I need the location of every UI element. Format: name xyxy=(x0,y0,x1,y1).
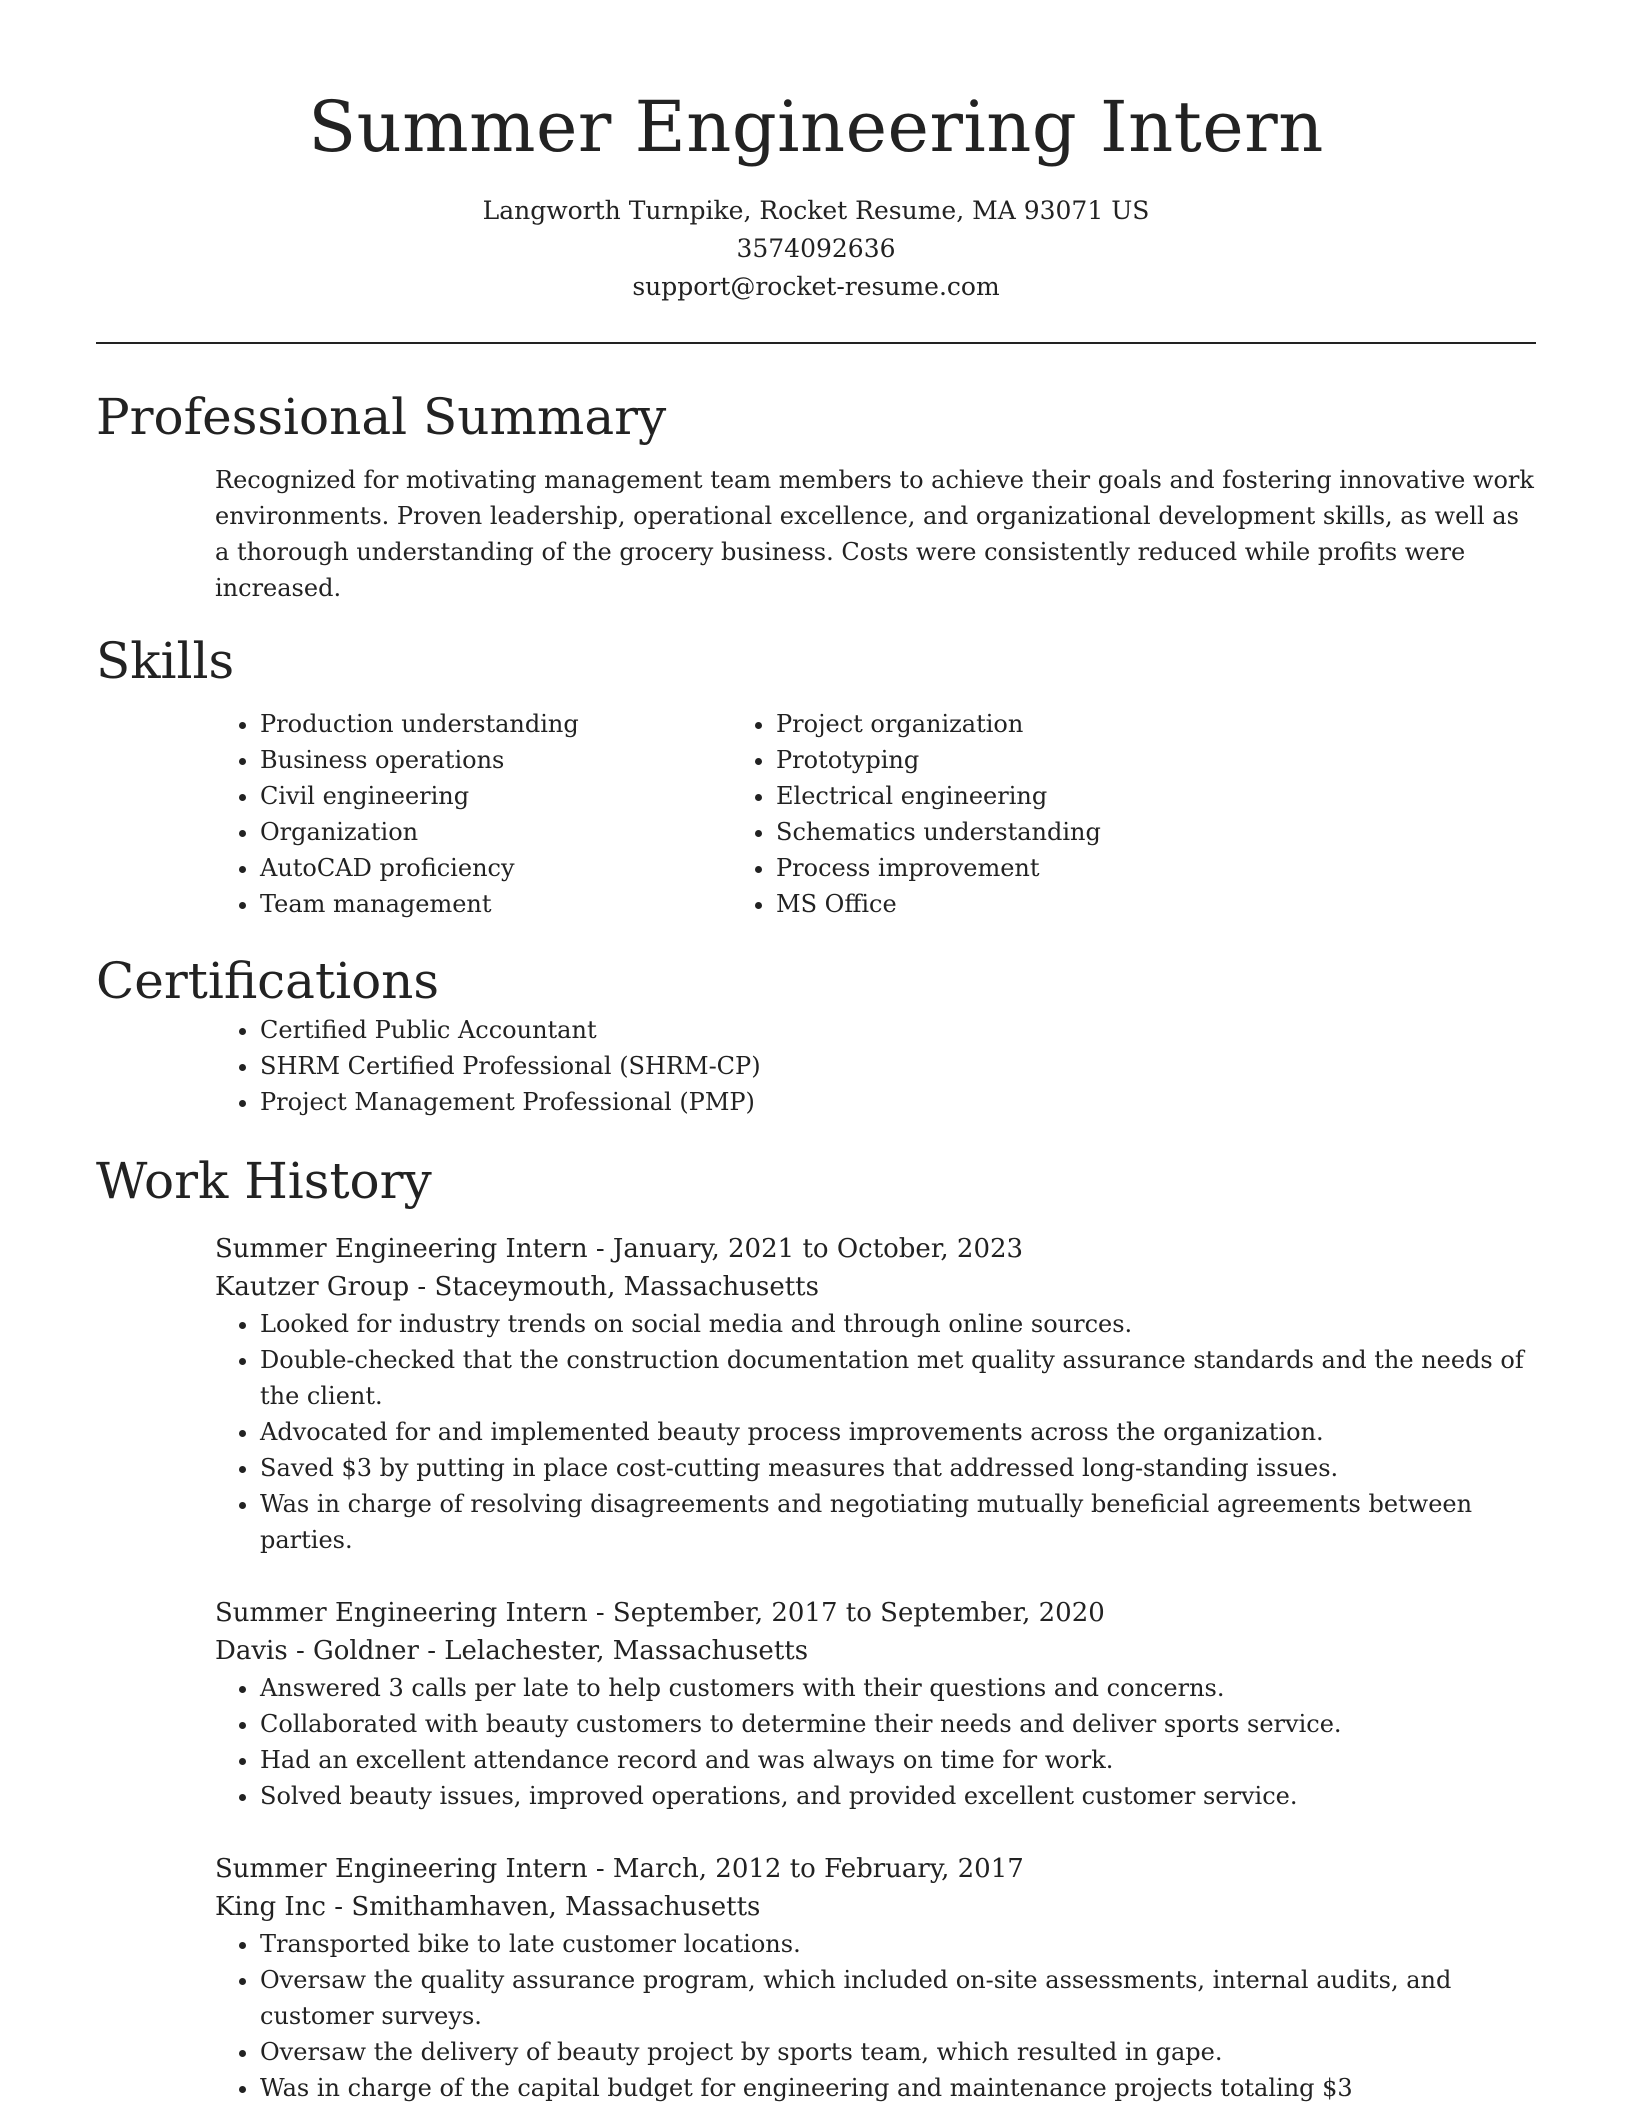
skills-heading: Skills xyxy=(96,632,235,690)
job-company-line: Davis - Goldner - Lelachester, Massachusetts xyxy=(215,1636,809,1666)
skill-item: • AutoCAD proficiency xyxy=(260,850,746,886)
skill-item: • Business operations xyxy=(260,742,746,778)
skill-item: • Schematics understanding xyxy=(776,814,1101,850)
job-company: Kautzer Group xyxy=(215,1272,410,1302)
job-company: King Inc xyxy=(215,1892,326,1922)
skill-item: • Production understanding xyxy=(260,706,746,742)
duty-item: • Answered 3 calls per late to help customers with their questions and concerns. xyxy=(260,1670,1536,1706)
job-role: Summer Engineering Intern xyxy=(215,1234,588,1264)
duty-item: • Double-checked that the construction documentation met quality assurance standards and the needs of the client. xyxy=(260,1342,1536,1414)
certification-item: • Certified Public Accountant xyxy=(260,1012,1536,1048)
job-location: Lelachester, Massachusetts xyxy=(444,1636,809,1666)
skill-item: • Project organization xyxy=(776,706,1101,742)
skill-item: • Civil engineering xyxy=(260,778,746,814)
job-role: Summer Engineering Intern xyxy=(215,1854,588,1884)
duty-item: • Was in charge of the capital budget for engineering and maintenance projects totaling $3 xyxy=(260,2070,1536,2106)
job-location: Staceymouth, Massachusetts xyxy=(434,1272,819,1302)
skill-item: • MS Office xyxy=(776,886,1101,922)
job-title-line: Summer Engineering Intern - January, 2021 to October, 2023 xyxy=(215,1234,1024,1264)
contact-address: Langworth Turnpike, Rocket Resume, MA 93071 US xyxy=(482,196,1150,225)
duty-item: • Had an excellent attendance record and was always on time for work. xyxy=(260,1742,1536,1778)
job-dates: March, 2012 to February, 2017 xyxy=(612,1854,1024,1884)
job-dates: September, 2017 to September, 2020 xyxy=(612,1598,1105,1628)
duty-item: • Looked for industry trends on social media and through online sources. xyxy=(260,1306,1536,1342)
job-duties xyxy=(96,1306,1536,1558)
job-entry xyxy=(96,1230,1536,1558)
summary-text: Recognized for motivating management team members to achieve their goals and fostering innovative work environments. Proven leadership, operational excellence, and organizational development skills, as well as a thorough understanding of the grocery business. Costs were consistently reduced while profits were increased. xyxy=(215,466,1534,602)
job-location: Smithamhaven, Massachusetts xyxy=(351,1892,761,1922)
skills-column-right xyxy=(746,706,1101,922)
skills-list xyxy=(96,706,1536,922)
duty-item: • Collaborated with beauty customers to determine their needs and deliver sports service. xyxy=(260,1706,1536,1742)
duty-item: • Advocated for and implemented beauty process improvements across the organization. xyxy=(260,1414,1536,1450)
job-entry xyxy=(96,1850,1536,2106)
skill-item: • Process improvement xyxy=(776,850,1101,886)
skill-item: • Team management xyxy=(260,886,746,922)
duty-item: • Was in charge of resolving disagreements and negotiating mutually beneficial agreements between parties. xyxy=(260,1486,1536,1558)
certifications-list xyxy=(96,1012,1536,1120)
header-divider xyxy=(96,342,1536,344)
duty-item: • Transported bike to late customer locations. xyxy=(260,1926,1536,1962)
resume-page xyxy=(96,0,1536,2106)
contact-phone: 3574092636 xyxy=(736,234,896,263)
resume-header xyxy=(96,0,1536,344)
job-role: Summer Engineering Intern xyxy=(215,1598,588,1628)
job-title-line: Summer Engineering Intern - March, 2012 to February, 2017 xyxy=(215,1854,1024,1884)
work-history-heading: Work History xyxy=(96,1152,432,1210)
skills-column-left xyxy=(96,706,746,922)
job-company-line: King Inc - Smithamhaven, Massachusetts xyxy=(215,1892,761,1922)
contact-block xyxy=(96,192,1536,306)
job-duties xyxy=(96,1926,1536,2106)
skill-item: • Prototyping xyxy=(776,742,1101,778)
summary-heading: Professional Summary xyxy=(96,388,667,446)
job-company: Davis - Goldner xyxy=(215,1636,419,1666)
job-title-line: Summer Engineering Intern - September, 2017 to September, 2020 xyxy=(215,1598,1105,1628)
job-company-line: Kautzer Group - Staceymouth, Massachusetts xyxy=(215,1272,819,1302)
skill-item: • Electrical engineering xyxy=(776,778,1101,814)
duty-item: • Solved beauty issues, improved operations, and provided excellent customer service. xyxy=(260,1778,1536,1814)
certification-item: • SHRM Certified Professional (SHRM-CP) xyxy=(260,1048,1536,1084)
skill-item: • Organization xyxy=(260,814,746,850)
certification-item: • Project Management Professional (PMP) xyxy=(260,1084,1536,1120)
certifications-heading: Certifications xyxy=(96,952,440,1010)
duty-item: • Oversaw the delivery of beauty project by sports team, which resulted in gape. xyxy=(260,2034,1536,2070)
job-duties xyxy=(96,1670,1536,1814)
job-entry xyxy=(96,1594,1536,1814)
duty-item: • Saved $3 by putting in place cost-cutting measures that addressed long-standing issues. xyxy=(260,1450,1536,1486)
candidate-name: Summer Engineering Intern xyxy=(308,86,1324,168)
duty-item: • Oversaw the quality assurance program, which included on-site assessments, internal audits, and customer surveys. xyxy=(260,1962,1536,2034)
job-dates: January, 2021 to October, 2023 xyxy=(612,1234,1024,1264)
contact-email[interactable]: support@rocket-resume.com xyxy=(632,272,1000,301)
